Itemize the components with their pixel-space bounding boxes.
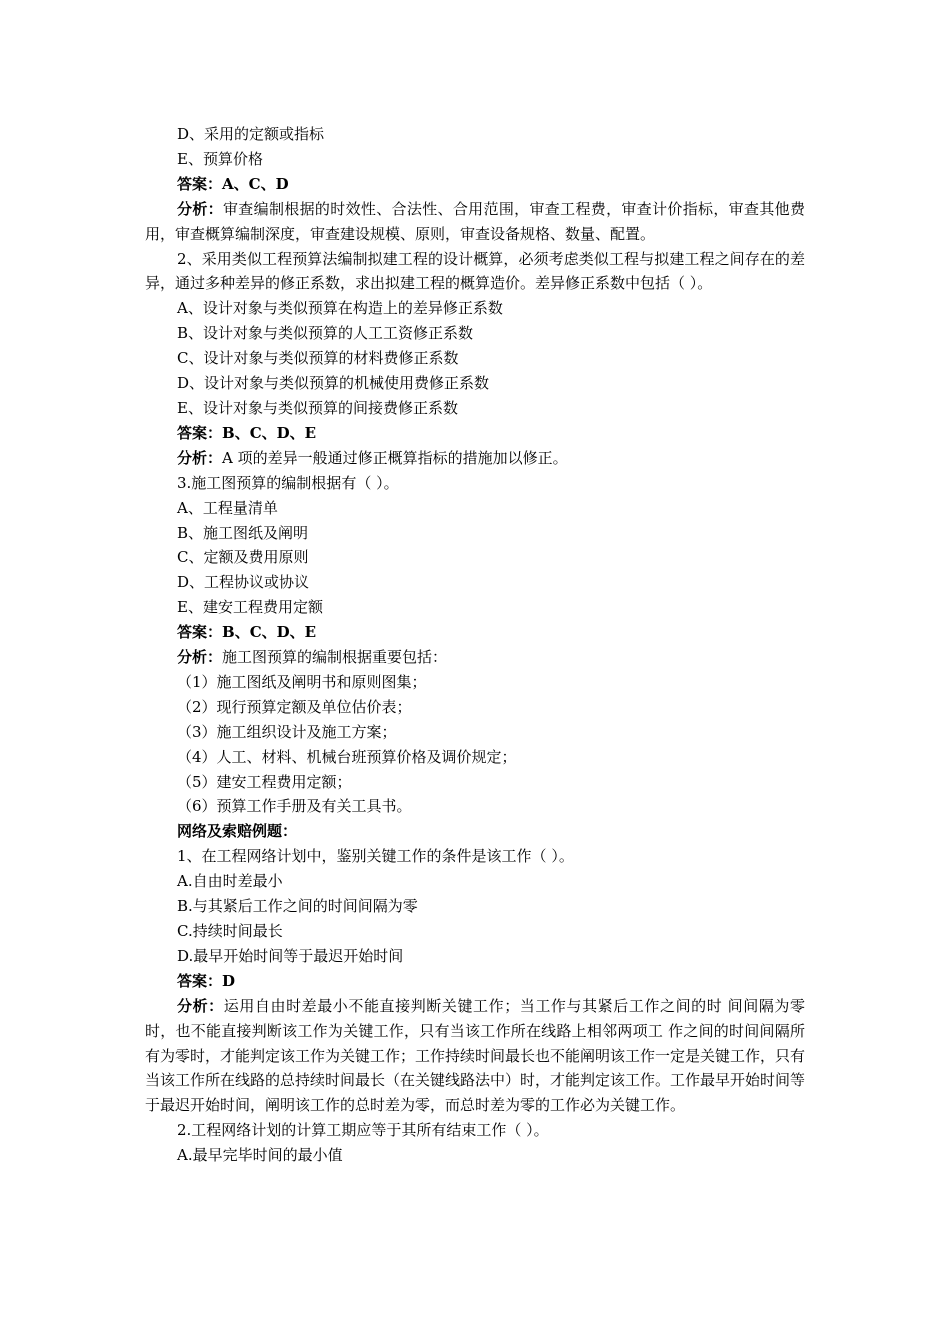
- q2-answer: [145, 421, 805, 446]
- analysis-text: 审查编制根据的时效性、合法性、合用范围，审查工程费，审查计价指标，审查其他费用，审查概算编制深度，审查建设规模、原则，审查设备规格、数量、配置。: [145, 199, 805, 243]
- analysis-label: 分析：: [177, 996, 224, 1015]
- answer-label: 答案：: [177, 971, 223, 990]
- q1-analysis: [145, 197, 805, 247]
- document-body: [145, 122, 805, 1168]
- option-d-previous: D、采用的定额或指标: [177, 125, 325, 143]
- q2-option: D、设计对象与类似预算的机械使用费修正系数: [177, 374, 490, 393]
- analysis-text: A 项的差异一般通过修正概算指标的措施加以修正。: [222, 448, 568, 467]
- q2-option: C、设计对象与类似预算的材料费修正系数: [177, 349, 459, 368]
- answer-value: B、C、D、E: [222, 623, 317, 642]
- q3-point: （6）预算工作手册及有关工具书。: [177, 797, 412, 816]
- answer-value: D: [222, 971, 236, 990]
- answer-value: B、C、D、E: [222, 423, 317, 442]
- n1-option: A.自由时差最小: [177, 872, 283, 891]
- q1-answer: [145, 172, 805, 197]
- q3-option: B、施工图纸及阐明: [177, 523, 309, 542]
- option-e-previous: E、预算价格: [177, 149, 263, 168]
- answer-label: 答案：: [177, 623, 223, 642]
- q3-option: A、工程量清单: [177, 498, 278, 517]
- q3-option: C、定额及费用原则: [177, 548, 309, 567]
- analysis-text: 施工图预算的编制根据重要包括：: [222, 648, 448, 667]
- answer-label: 答案：: [177, 423, 223, 442]
- analysis-label: 分析：: [177, 648, 223, 667]
- q3-option: D、工程协议或协议: [177, 573, 310, 592]
- answer-label: 答案：: [177, 174, 223, 193]
- n1-option: B.与其紧后工作之间的时间间隔为零: [177, 897, 418, 916]
- q2-option: A、设计对象与类似预算在构造上的差异修正系数: [177, 299, 503, 318]
- n2-option: A.最早完毕时间的最小值: [177, 1146, 343, 1165]
- q3-point: （1）施工图纸及阐明书和原则图集；: [177, 672, 427, 691]
- q2-analysis: [145, 446, 805, 471]
- n1-option: C.持续时间最长: [177, 922, 283, 940]
- analysis-label: 分析：: [177, 448, 223, 467]
- n2-question: 2.工程网络计划的计算工期应等于其所有结束工作（ ）。: [177, 1121, 549, 1140]
- n1-question: 1、在工程网络计划中，鉴别关键工作的条件是该工作（ ）。: [177, 847, 574, 866]
- analysis-label: 分析：: [177, 199, 223, 218]
- q2-option: E、设计对象与类似预算的间接费修正系数: [177, 398, 458, 417]
- q3-point: （2）现行预算定额及单位估价表；: [177, 697, 412, 716]
- n1-option: D.最早开始时间等于最迟开始时间: [177, 946, 404, 965]
- q3-point: （3）施工组织设计及施工方案；: [177, 722, 397, 741]
- q3-answer: [145, 620, 805, 645]
- q2-option: B、设计对象与类似预算的人工工资修正系数: [177, 324, 474, 343]
- q3-analysis: [145, 645, 805, 670]
- q3-option: E、建安工程费用定额: [177, 598, 323, 617]
- n1-analysis: [145, 994, 805, 1119]
- q2-question: 2、采用类似工程预算法编制拟建工程的设计概算，必须考虑类似工程与拟建工程之间存在的差异，通过多种差异的修正系数，求出拟建工程的概算造价。差异修正系数中包括（ ）。: [145, 249, 805, 293]
- q3-point: （4）人工、材料、机械台班预算价格及调价规定；: [177, 747, 517, 766]
- q3-point: （5）建安工程费用定额；: [177, 772, 352, 791]
- analysis-text: 运用自由时差最小不能直接判断关键工作；当工作与其紧后工作之间的时 间间隔为零时，也不能直接判断该工作为关键工作，只有当该工作所在线路上相邻两项工 作之间的时间间隔所有为零时，才能判定该工作为关键工作；工作持续时间最长也不能阐明该工作一定是关键工作，只有当该工作所在线路的总持续时间最长（在关键线路法中）时，才能判定该工作。工作最早开始时间等于最迟开始时间，阐明该工作的总时差为零，而总时差为零的工作必为关键工作。: [145, 996, 806, 1115]
- n1-answer: [145, 969, 805, 994]
- section-title: 网络及索赔例题：: [177, 822, 298, 841]
- q3-question: 3.施工图预算的编制根据有（ ）。: [177, 473, 399, 492]
- answer-value: A、C、D: [222, 174, 289, 193]
